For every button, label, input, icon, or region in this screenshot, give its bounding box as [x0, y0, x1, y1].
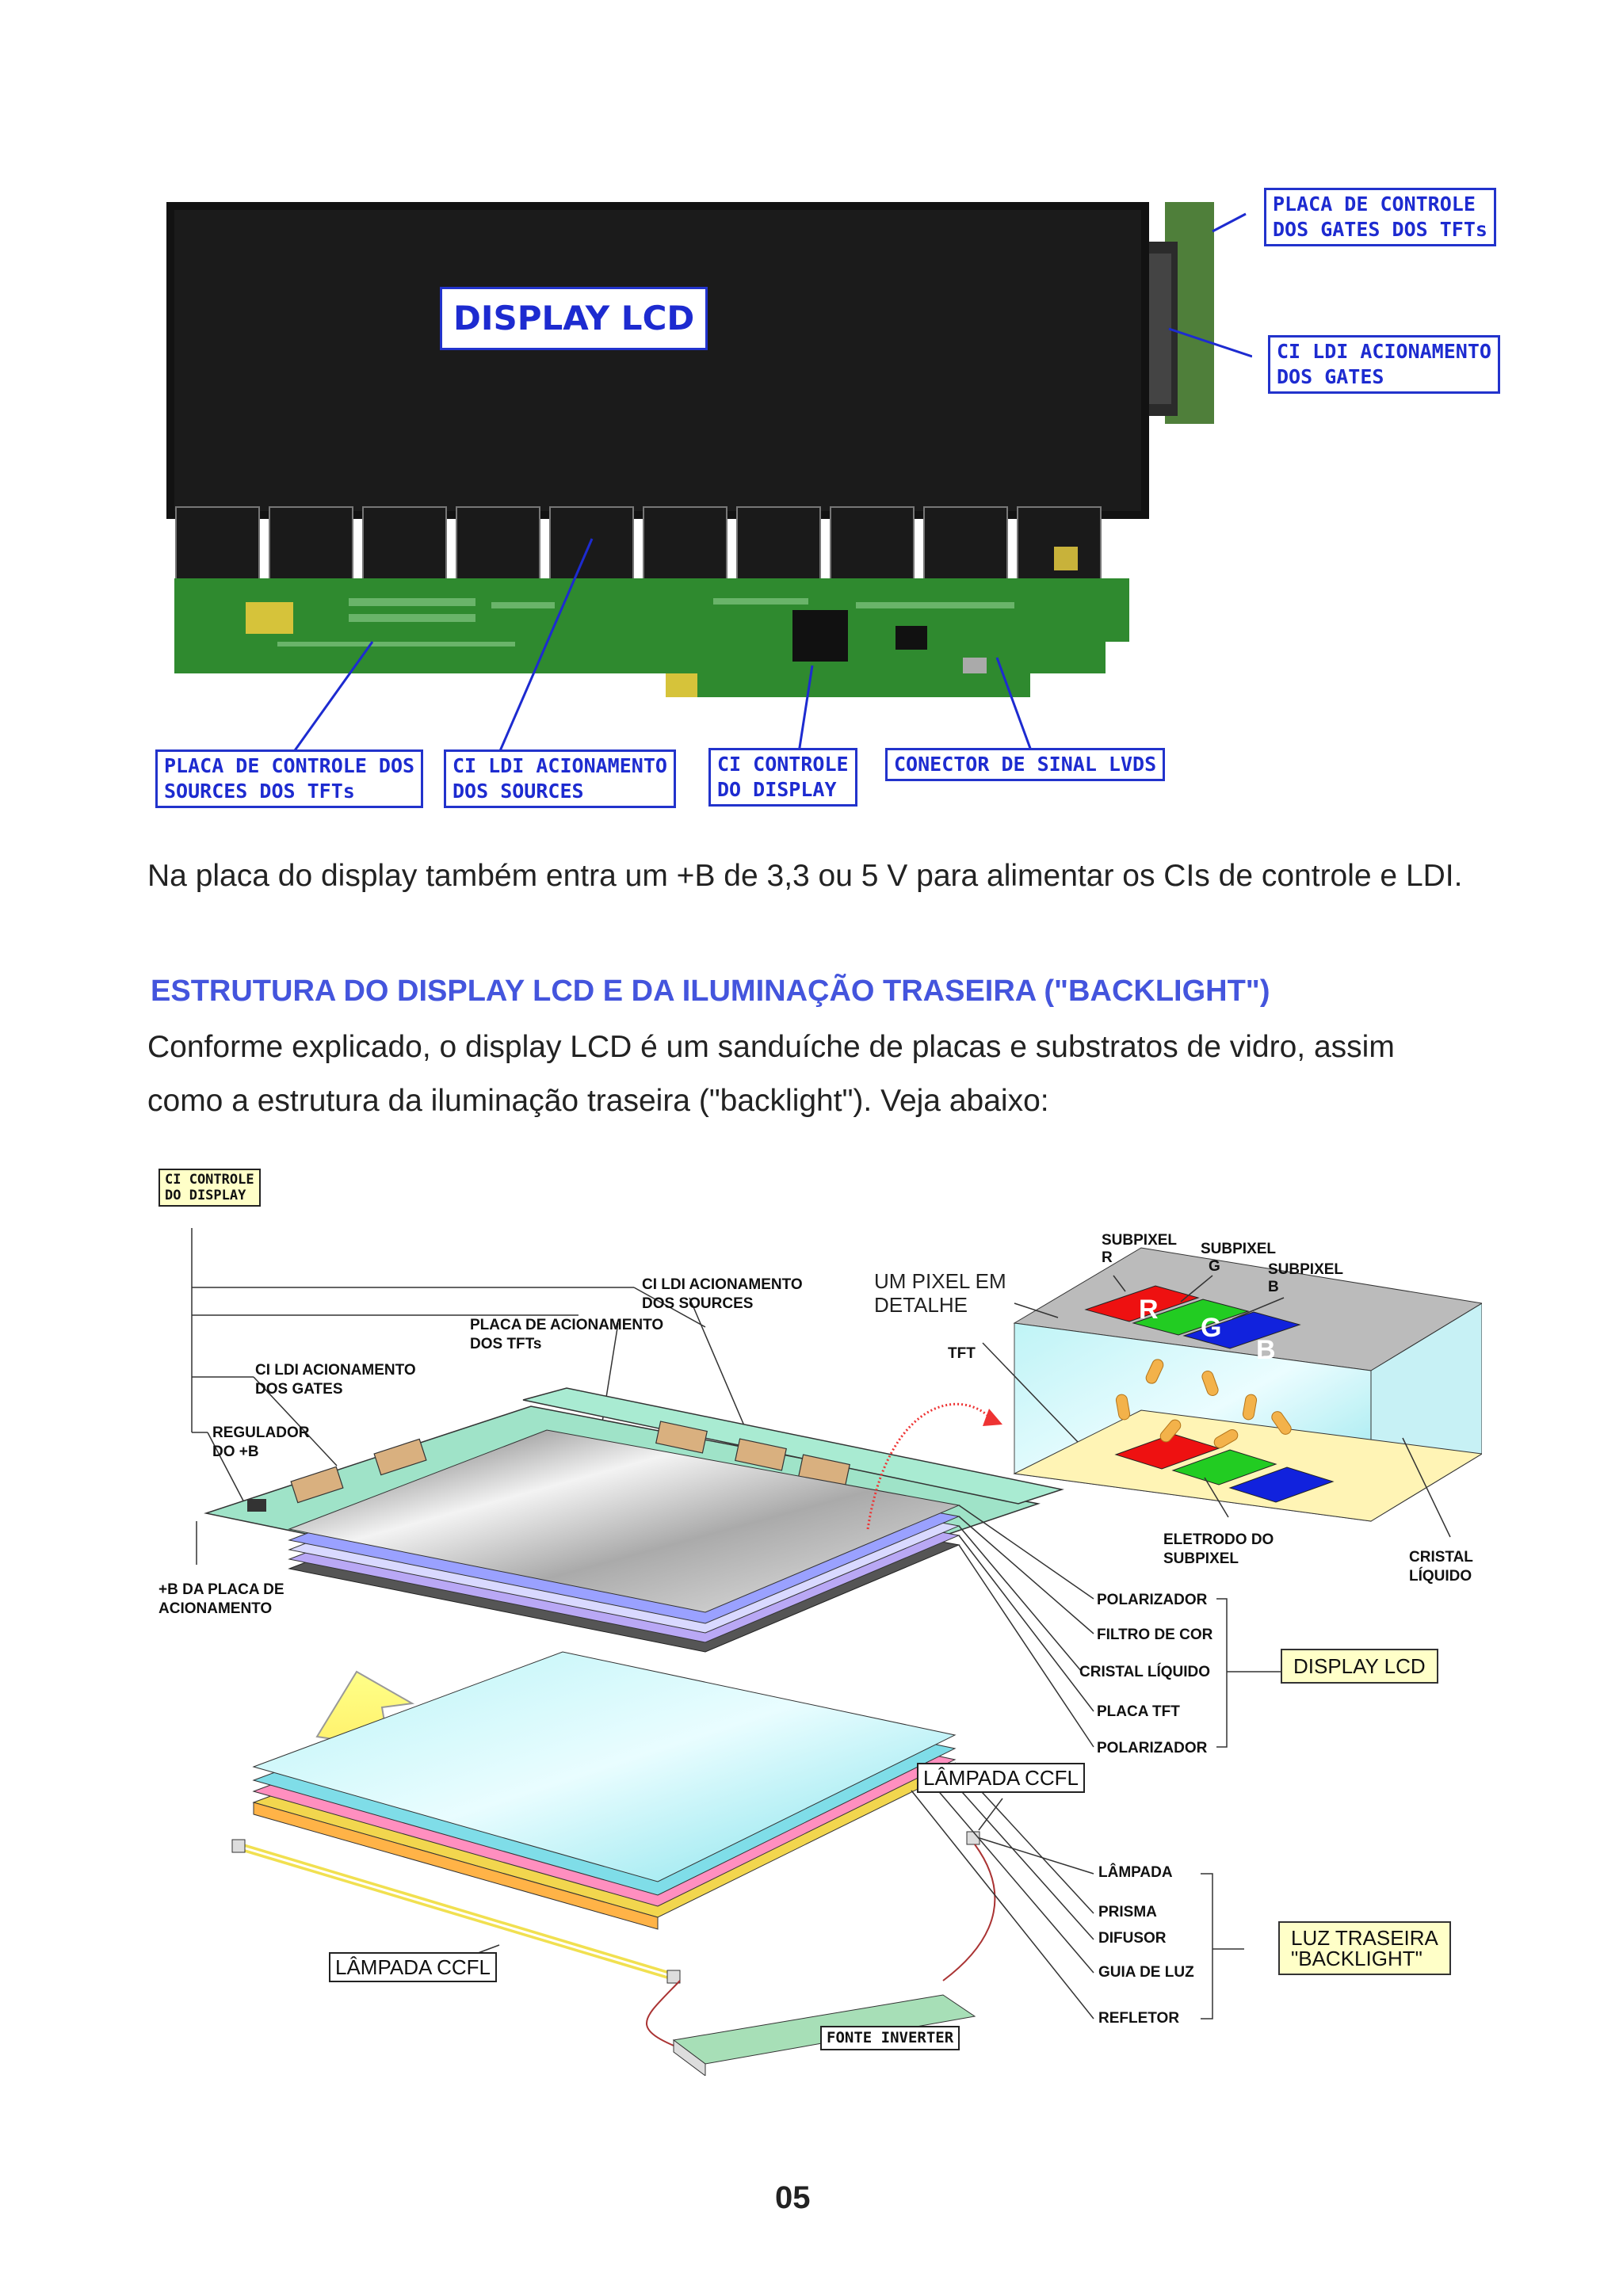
- eletrodo-line-2: SUBPIXEL: [1163, 1550, 1239, 1567]
- backlight-refletor: REFLETOR: [1098, 2010, 1180, 2027]
- diagram-cristal-liquido-label: [1409, 1548, 1473, 1586]
- sources-board-callout: [155, 749, 423, 808]
- um-pixel-line-1: UM PIXEL EM: [874, 1269, 1006, 1293]
- layer-filtro-de-cor: FILTRO DE COR: [1097, 1627, 1213, 1643]
- paragraph-structure-line-1: Conforme explicado, o display LCD é um sanduíche de placas e substratos de vidro, assim: [147, 1030, 1395, 1064]
- sources-board-line-2: SOURCES DOS TFTs: [164, 780, 355, 803]
- paragraph-power-note: Na placa do display também entra um +B de 3,3 ou 5 V para alimentar os CIs de controle e LDI.: [147, 859, 1463, 893]
- placa-acionamento-line-1: PLACA DE ACIONAMENTO: [470, 1317, 664, 1333]
- subpixel-g-line-1: SUBPIXEL: [1201, 1241, 1277, 1257]
- sources-ldi-callout: [444, 749, 676, 808]
- ci-ldi-sources-line-2: DOS SOURCES: [642, 1295, 754, 1312]
- ci-ldi-gates-line-1: CI LDI ACIONAMENTO: [255, 1362, 416, 1379]
- gates-board-line-1: PLACA DE CONTROLE: [1273, 193, 1476, 215]
- diagram-ci-controle-label: [158, 1169, 261, 1207]
- ci-ldi-gates-line-2: DOS GATES: [255, 1381, 343, 1398]
- backlight-lampada: LÂMPADA: [1098, 1864, 1173, 1881]
- subpixel-b-line-2: B: [1268, 1279, 1279, 1295]
- gates-ldi-callout: [1268, 335, 1500, 394]
- gates-ldi-line-2: DOS GATES: [1277, 365, 1384, 388]
- display-lcd-box: DISPLAY LCD: [1281, 1649, 1438, 1684]
- subpixel-b-line-1: SUBPIXEL: [1268, 1261, 1344, 1278]
- regulador-line-2: DO +B: [212, 1444, 259, 1460]
- lampada-ccfl-label-left: LÂMPADA CCFL: [329, 1952, 497, 1982]
- backlight-prisma: PRISMA: [1098, 1904, 1157, 1920]
- fonte-inverter-label: FONTE INVERTER: [820, 2026, 960, 2050]
- display-lcd-callout: DISPLAY LCD: [440, 287, 708, 350]
- b-placa-line-2: ACIONAMENTO: [158, 1600, 273, 1617]
- layer-polarizador-bottom: POLARIZADOR: [1097, 1740, 1208, 1756]
- diagram-subpixel-r-label: [1102, 1232, 1177, 1267]
- page-number: 05: [775, 2180, 811, 2215]
- diagram-ci-ldi-gates-label: [255, 1361, 416, 1399]
- placa-acionamento-line-2: DOS TFTs: [470, 1336, 542, 1352]
- regulador-line-1: REGULADOR: [212, 1425, 310, 1441]
- ci-controle-line-1: CI CONTROLE: [165, 1172, 254, 1188]
- luz-traseira-box: [1278, 1921, 1451, 1975]
- rgb-letter-g: G: [1201, 1313, 1222, 1343]
- sources-ldi-line-2: DOS SOURCES: [453, 780, 584, 803]
- diagram-b-placa-label: [158, 1581, 285, 1619]
- um-pixel-line-2: DETALHE: [874, 1293, 968, 1317]
- rgb-letter-b: B: [1256, 1335, 1276, 1365]
- backlight-guia-de-luz: GUIA DE LUZ: [1098, 1964, 1194, 1981]
- luz-traseira-line-2: "BACKLIGHT": [1291, 1947, 1423, 1970]
- display-ctrl-line-1: CI CONTROLE: [717, 753, 849, 776]
- layer-cristal-liquido: CRISTAL LÍQUIDO: [1079, 1664, 1211, 1680]
- gates-board-line-2: DOS GATES DOS TFTs: [1273, 218, 1487, 241]
- diagram-placa-acionamento-label: [470, 1316, 663, 1354]
- diagram-um-pixel-label: [874, 1269, 1006, 1317]
- diagram-subpixel-g-label: [1201, 1241, 1276, 1276]
- subpixel-r-line-1: SUBPIXEL: [1102, 1232, 1178, 1249]
- layer-polarizador-top: POLARIZADOR: [1097, 1592, 1208, 1608]
- diagram-regulador-label: [212, 1424, 309, 1462]
- gates-ldi-line-1: CI LDI ACIONAMENTO: [1277, 340, 1491, 363]
- ci-ldi-sources-line-1: CI LDI ACIONAMENTO: [642, 1276, 803, 1293]
- rgb-letter-r: R: [1139, 1295, 1159, 1325]
- layer-placa-tft: PLACA TFT: [1097, 1703, 1180, 1720]
- luz-traseira-line-1: LUZ TRASEIRA: [1291, 1926, 1438, 1950]
- gates-board-callout: [1264, 188, 1496, 246]
- subpixel-r-line-2: R: [1102, 1249, 1113, 1266]
- backlight-difusor: DIFUSOR: [1098, 1930, 1167, 1947]
- cristal-liquido-line-2: LÍQUIDO: [1409, 1568, 1472, 1585]
- sources-ldi-line-1: CI LDI ACIONAMENTO: [453, 754, 667, 777]
- b-placa-line-1: +B DA PLACA DE: [158, 1581, 285, 1598]
- ci-controle-line-2: DO DISPLAY: [165, 1188, 246, 1203]
- display-ctrl-line-2: DO DISPLAY: [717, 778, 837, 801]
- paragraph-structure-line-2: como a estrutura da iluminação traseira ("backlight"). Veja abaixo:: [147, 1084, 1049, 1118]
- sources-board-line-1: PLACA DE CONTROLE DOS: [164, 754, 415, 777]
- cristal-liquido-line-1: CRISTAL: [1409, 1549, 1473, 1566]
- lvds-callout: CONECTOR DE SINAL LVDS: [885, 748, 1165, 781]
- diagram-eletrodo-label: [1163, 1531, 1274, 1569]
- section-heading: ESTRUTURA DO DISPLAY LCD E DA ILUMINAÇÃO TRASEIRA ("BACKLIGHT"): [151, 974, 1270, 1008]
- eletrodo-line-1: ELETRODO DO: [1163, 1531, 1274, 1548]
- diagram-tft-label: TFT: [948, 1345, 976, 1362]
- display-ctrl-callout: [708, 748, 857, 807]
- subpixel-g-line-2: G: [1209, 1258, 1220, 1275]
- diagram-subpixel-b-label: [1268, 1261, 1343, 1296]
- diagram-ci-ldi-sources-label: [642, 1276, 803, 1314]
- lampada-ccfl-label-top: LÂMPADA CCFL: [917, 1763, 1085, 1793]
